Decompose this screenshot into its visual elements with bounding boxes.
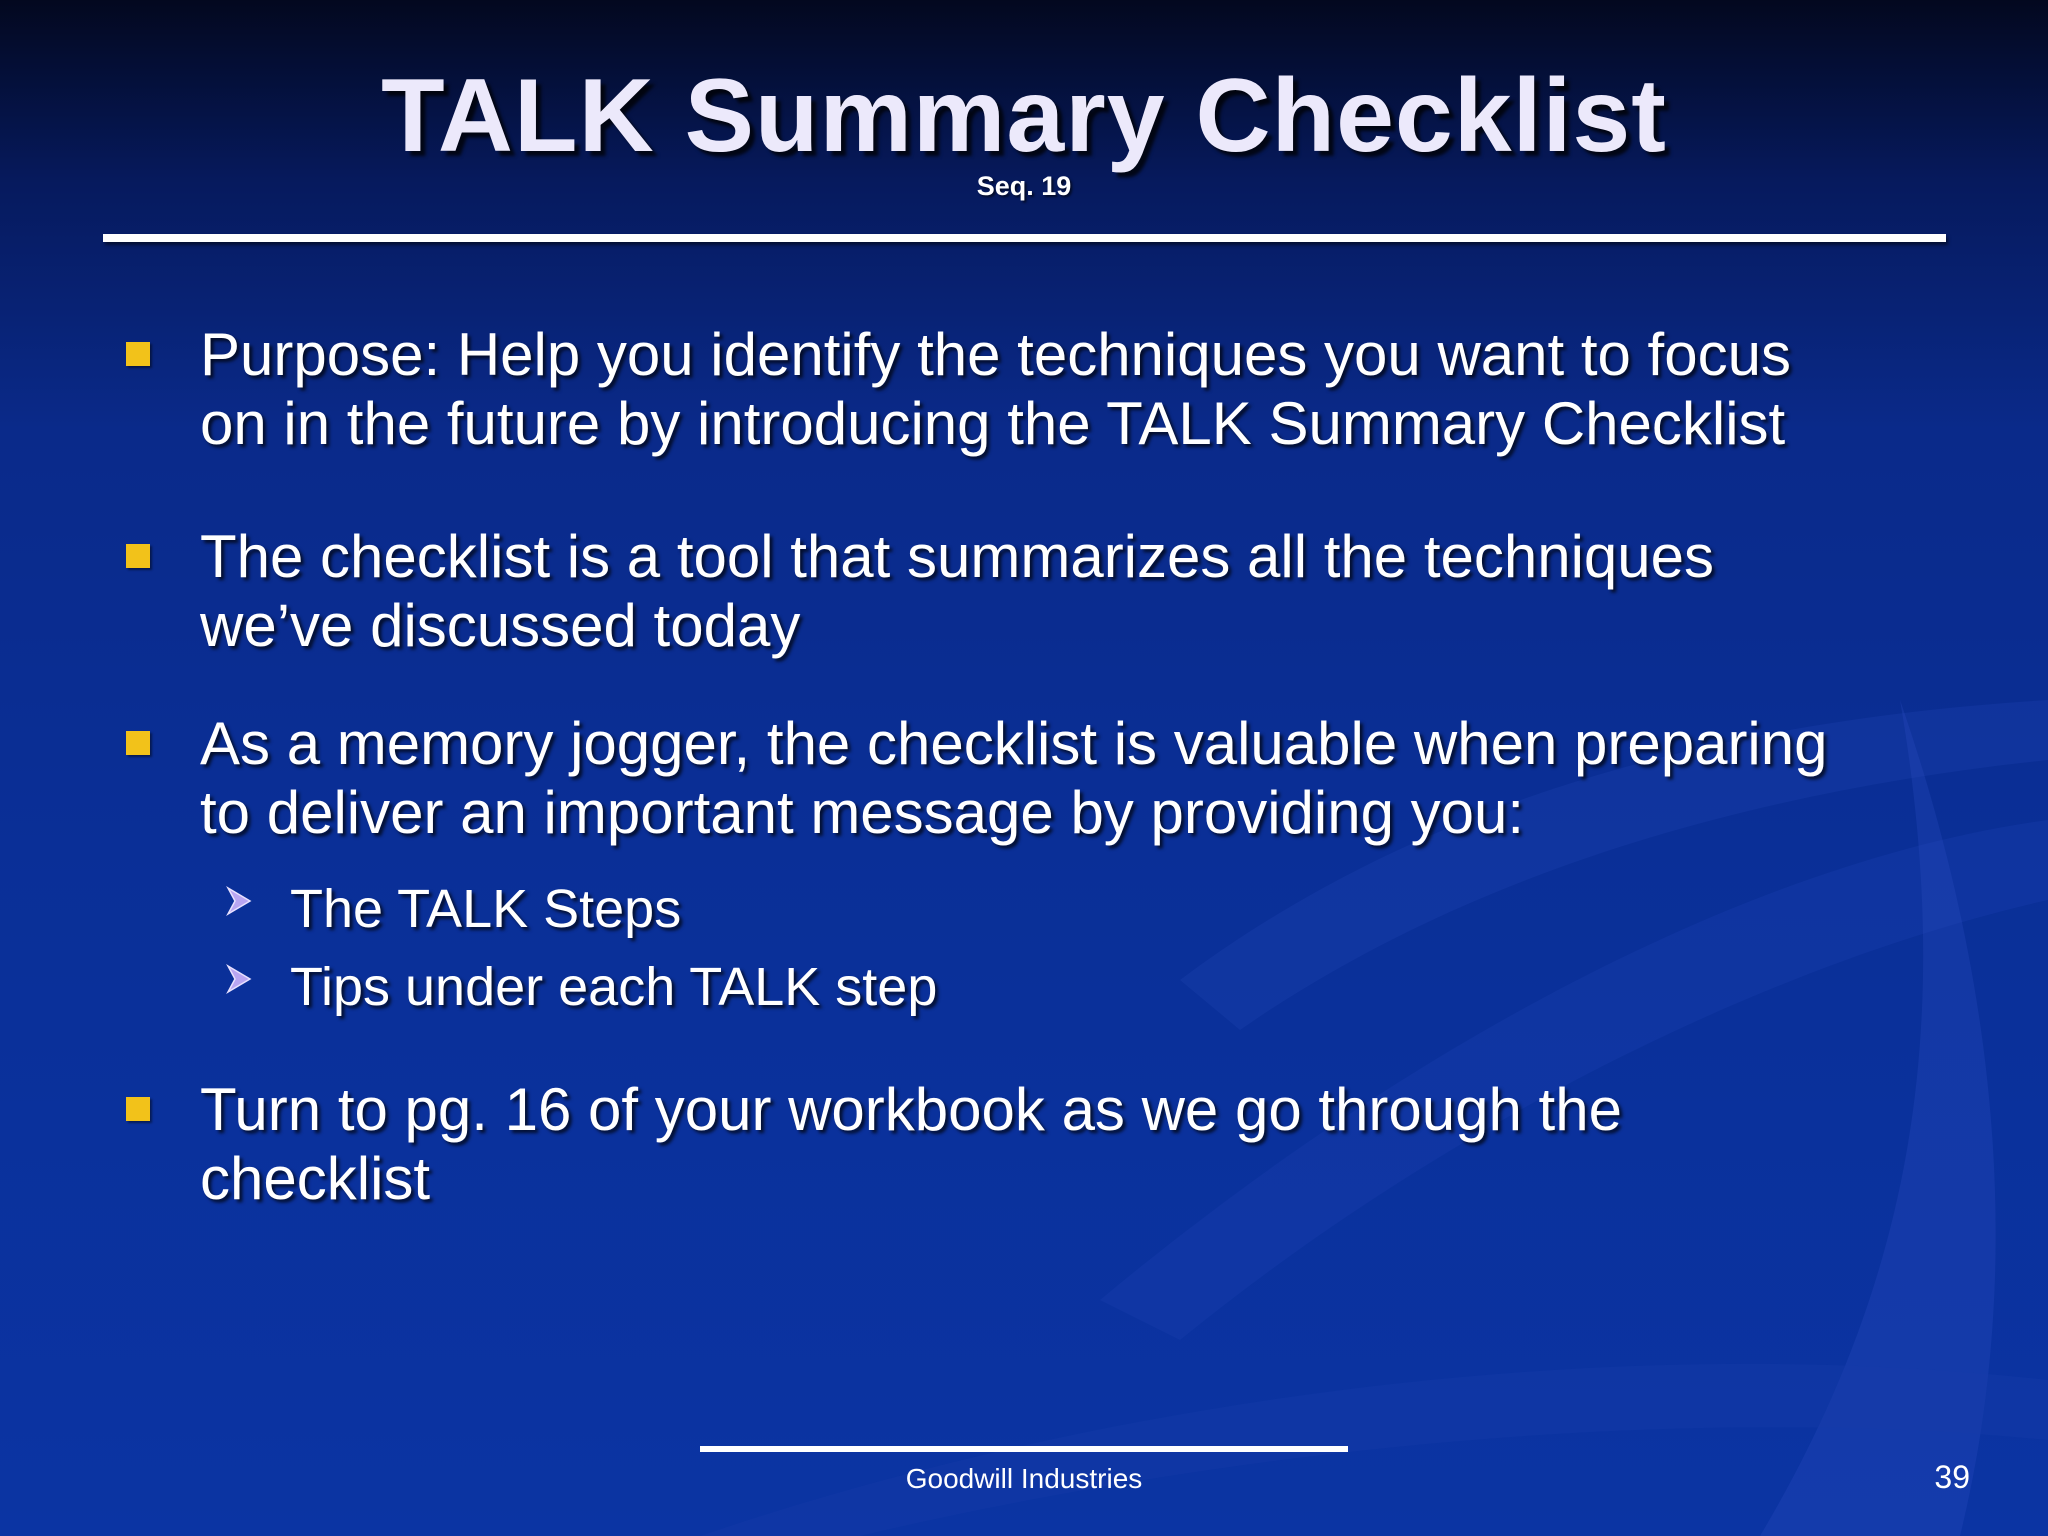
slide-subtitle: Seq. 19 [976, 171, 1072, 201]
bullet-text: As a memory jogger, the checklist is valuable when preparing to deliver an important message by providing you: [200, 710, 1828, 846]
sub-bullet-text: The TALK Steps [290, 879, 682, 939]
title-divider [103, 234, 1946, 242]
bullet-text: Turn to pg. 16 of your workbook as we go through the checklist [200, 1076, 1622, 1212]
square-bullet-icon [126, 1097, 150, 1121]
bullet-text: Purpose: Help you identify the techniques you want to focus on in the future by introducing the TALK Summary Checklist [200, 321, 1791, 457]
square-bullet-icon [126, 731, 150, 755]
square-bullet-icon [126, 544, 150, 568]
footer-divider [700, 1446, 1348, 1452]
arrowhead-bullet-icon [226, 886, 252, 916]
sub-bullet-text: Tips under each TALK step [290, 957, 938, 1017]
square-bullet-icon [126, 342, 150, 366]
arrowhead-bullet-icon [226, 964, 252, 994]
slide-title: TALK Summary Checklist [381, 58, 1667, 174]
page-number: 39 [1934, 1459, 1970, 1495]
bullet-text: The checklist is a tool that summarizes all the techniques we’ve discussed today [200, 523, 1715, 659]
footer-organization: Goodwill Industries [905, 1463, 1143, 1494]
